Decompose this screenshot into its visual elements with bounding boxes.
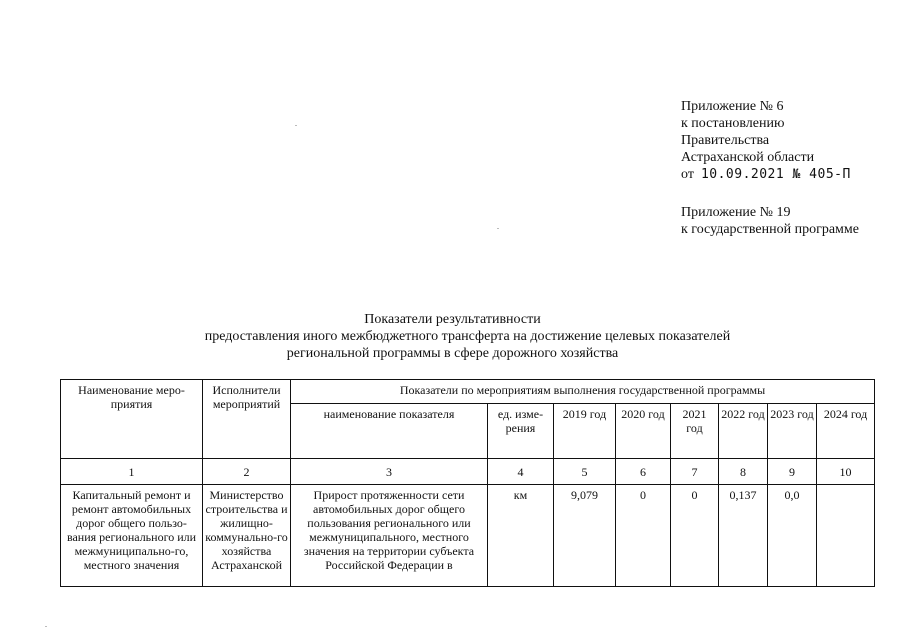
unit-cell: км	[488, 485, 554, 587]
column-number: 1	[61, 459, 203, 485]
header-year: 2019 год	[554, 404, 616, 459]
value-cell: 0,0	[768, 485, 817, 587]
appendix-order-line: Приложение № 6	[681, 99, 784, 114]
value-cell	[817, 485, 875, 587]
scan-speck	[45, 626, 47, 627]
value-cell: 0,137	[719, 485, 768, 587]
report-title	[0, 311, 905, 362]
header-unit: ед. изме-рения	[488, 404, 554, 459]
scan-speck	[295, 125, 297, 126]
header-executors: Исполнители мероприятий	[203, 380, 291, 459]
column-number: 6	[616, 459, 671, 485]
order-date-number: 10.09.2021 № 405-П	[700, 167, 851, 182]
appendix-order-line: к постановлению	[681, 116, 785, 131]
column-number: 4	[488, 459, 554, 485]
table-row	[61, 485, 875, 587]
column-number: 8	[719, 459, 768, 485]
column-number: 10	[817, 459, 875, 485]
header-year: 2022 год	[719, 404, 768, 459]
appendix-order-line: Правительства	[681, 133, 770, 148]
appendix-order-line: Астраханской области	[681, 150, 815, 165]
executor-cell: Министерство строительства и жилищно-коммунально-го хозяйства Астраханской	[203, 485, 291, 587]
header-indicator-name: наименование показателя	[291, 404, 488, 459]
appendix-program-line: Приложение № 19	[681, 205, 791, 220]
header-year: 2024 год	[817, 404, 875, 459]
report-title-line: Показатели результативности	[364, 312, 541, 327]
header-year: 2023 год	[768, 404, 817, 459]
value-cell: 9,079	[554, 485, 616, 587]
column-number: 2	[203, 459, 291, 485]
event-cell: Капитальный ремонт и ремонт автомобильных дорог общего пользо-вания регионального или межмуниципально-го, местного значения	[61, 485, 203, 587]
header-indicators-group: Показатели по мероприятиям выполнения государственной программы	[291, 380, 875, 404]
indicators-table	[60, 379, 875, 587]
indicator-cell: Прирост протяженности сети автомобильных дорог общего пользования регионального или межмуниципального, местного значения на территории субъекта Российской Федерации в	[291, 485, 488, 587]
report-title-line: предоставления иного межбюджетного трансферта на достижение целевых показателей	[204, 329, 731, 344]
scan-speck	[497, 228, 499, 229]
column-number: 9	[768, 459, 817, 485]
header-event: Наименование меро-приятия	[61, 380, 203, 459]
header-year: 2020 год	[616, 404, 671, 459]
column-numbers-row	[61, 459, 875, 485]
value-cell: 0	[616, 485, 671, 587]
appendix-order-date-line	[681, 166, 851, 183]
column-number: 3	[291, 459, 488, 485]
column-number: 5	[554, 459, 616, 485]
report-title-line: региональной программы в сфере дорожного хозяйства	[286, 346, 619, 361]
header-year: 2021 год	[671, 404, 719, 459]
value-cell: 0	[671, 485, 719, 587]
appendix-program-line: к государственной программе	[681, 222, 859, 237]
appendix-order-block	[681, 98, 851, 183]
appendix-program-block	[681, 204, 859, 238]
date-prefix: от	[681, 167, 694, 182]
column-number: 7	[671, 459, 719, 485]
